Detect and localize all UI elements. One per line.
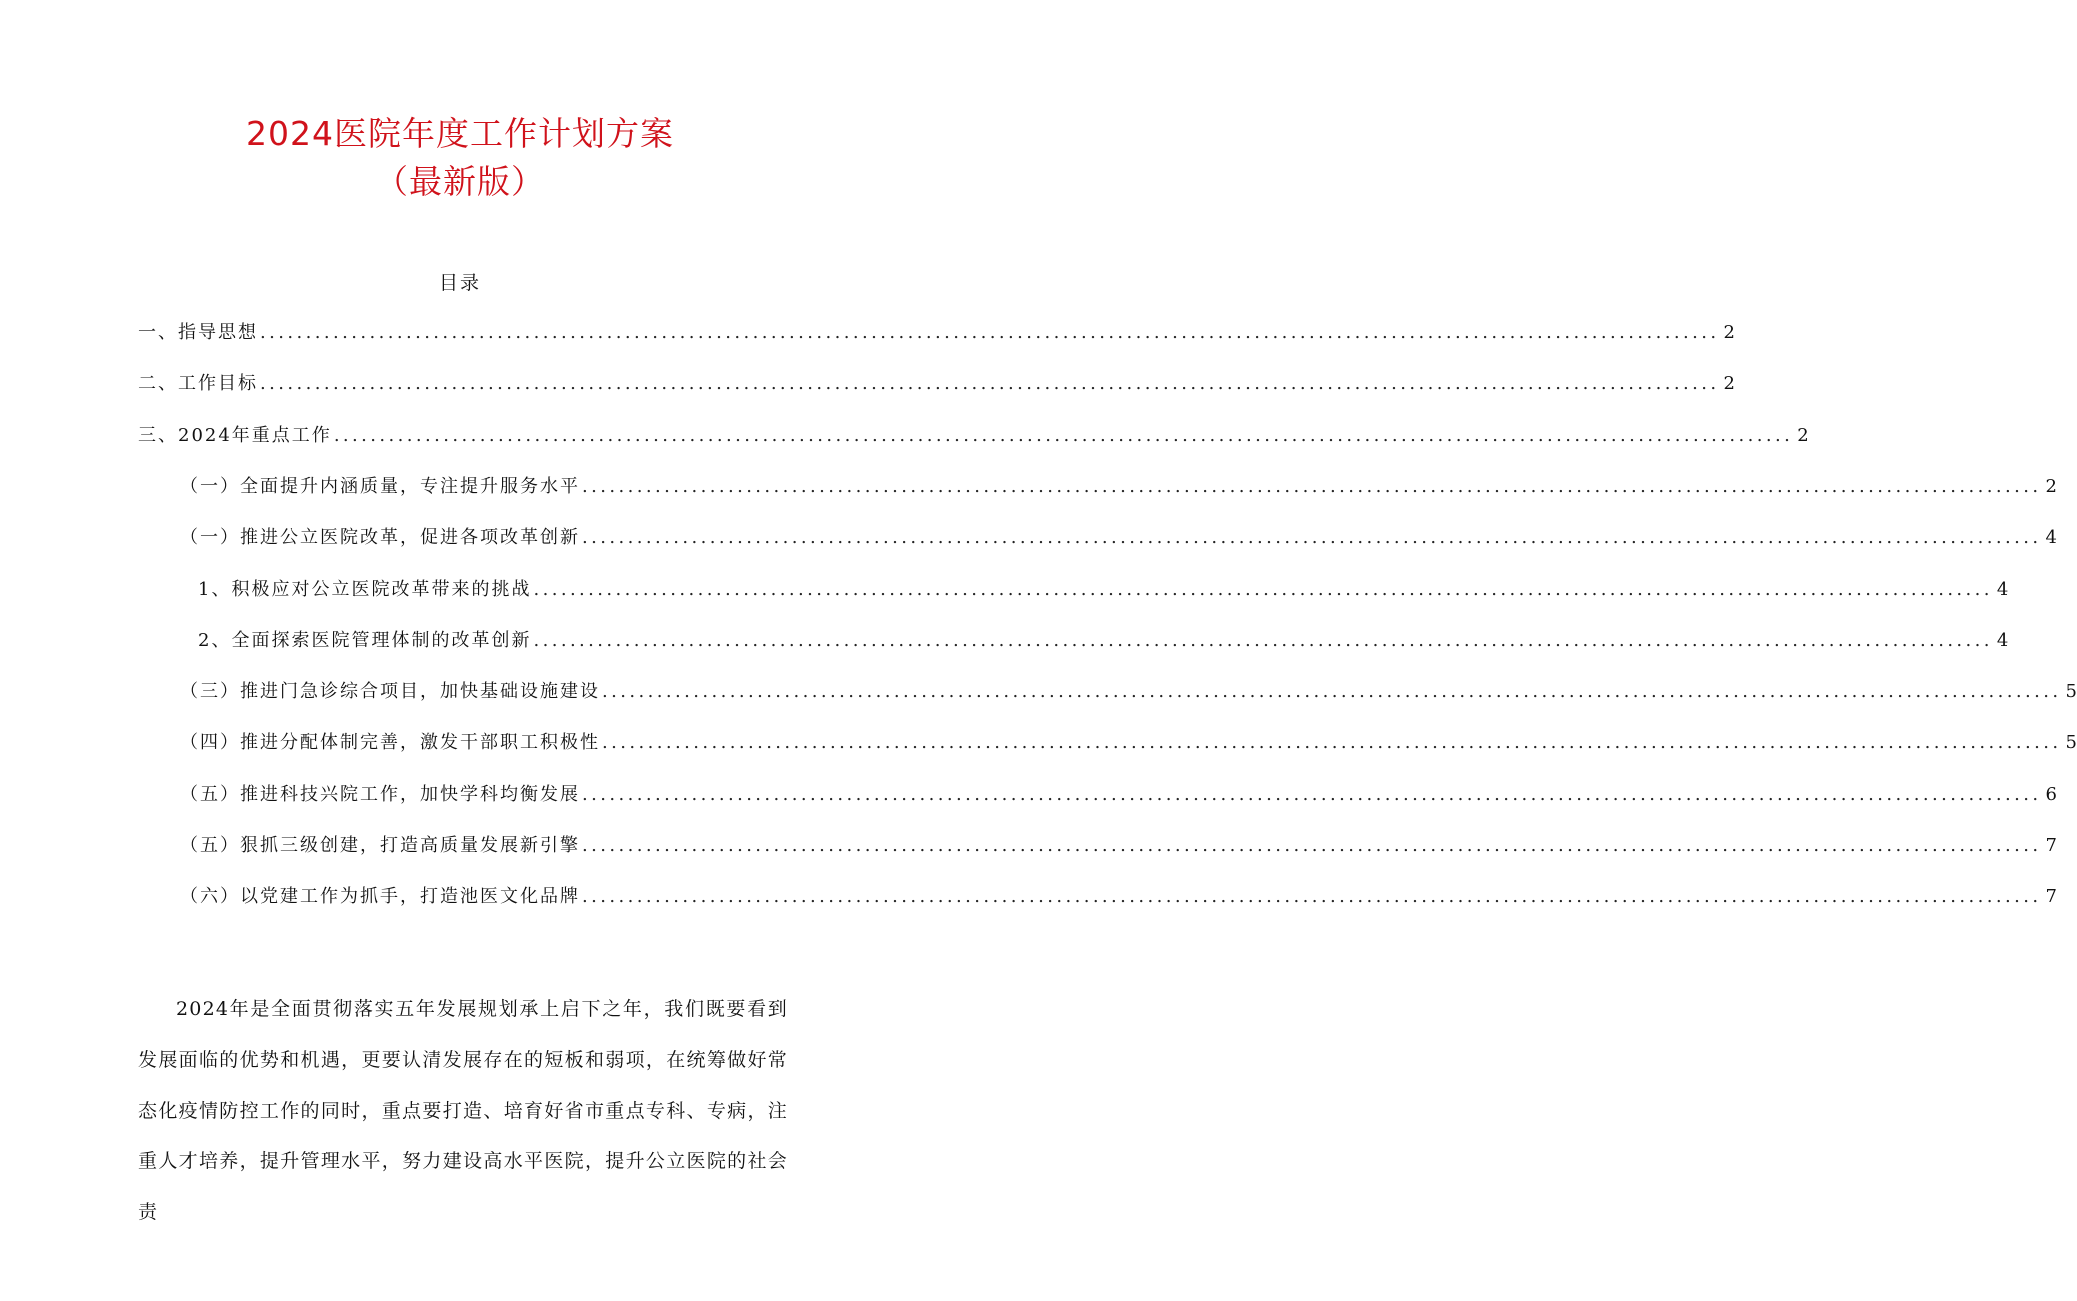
toc-page-number: 2: [1797, 424, 1809, 446]
toc-entry[interactable]: [180, 780, 2057, 810]
toc-entry[interactable]: [138, 318, 1735, 348]
toc-entry-text: 1、积极应对公立医院改革带来的挑战: [198, 578, 532, 600]
toc-entry-text: （三）推进门急诊综合项目，加快基础设施建设: [180, 681, 600, 703]
toc-entry[interactable]: [138, 369, 1735, 399]
document-title: 2024医院年度工作计划方案: [246, 114, 674, 153]
toc-heading: 目录: [438, 272, 481, 294]
toc-leader-dots: ................................................................................................................................................................: [582, 886, 2042, 908]
toc-page-number: 2: [1723, 373, 1735, 395]
body-paragraph: 2024年是全面贯彻落实五年发展规划承上启下之年，我们既要看到发展面临的优势和机遇，更要认清发展存在的短板和弱项，在统筹做好常态化疫情防控工作的同时，重点要打造、培育好省市重点专科、专病，注重人才培养，提升管理水平，努力建设高水平医院，提升公立医院的社会责: [138, 998, 788, 1224]
toc-entry-text: 三、2024年重点工作: [138, 424, 332, 446]
toc-entry-text: 2、全面探索医院管理体制的改革创新: [198, 629, 532, 651]
toc-entry[interactable]: [180, 472, 2057, 502]
toc-leader-dots: ................................................................................................................................................................: [582, 527, 2042, 549]
toc-entry-text: （六）以党建工作为抓手，打造池医文化品牌: [180, 886, 580, 908]
toc-entry[interactable]: [180, 882, 2057, 912]
toc-entry[interactable]: [138, 421, 1809, 451]
toc-leader-dots: ................................................................................................................................................................: [533, 629, 1993, 651]
toc-entry-text: （五）推进科技兴院工作，加快学科均衡发展: [180, 783, 580, 805]
toc-entry-text: 一、指导思想: [138, 322, 258, 343]
toc-leader-dots: ................................................................................................................................................................: [260, 373, 1720, 395]
toc-page-number: 7: [2045, 886, 2057, 908]
toc-page-number: 4: [1996, 629, 2009, 651]
toc-page-number: 2: [2045, 475, 2057, 497]
toc-leader-dots: ................................................................................................................................................................: [260, 322, 1720, 343]
toc-page-number: 5: [2065, 732, 2077, 754]
toc-leader-dots: ................................................................................................................................................................: [582, 783, 2042, 805]
toc-page-number: 4: [2045, 527, 2057, 549]
toc-page-number: 2: [1723, 322, 1735, 343]
toc-entry[interactable]: [198, 575, 2009, 605]
document-subtitle: （最新版）: [375, 162, 545, 201]
toc-entry[interactable]: [180, 677, 2077, 707]
toc-page-number: 5: [2065, 681, 2077, 703]
toc-entry-text: （五）狠抓三级创建，打造高质量发展新引擎: [180, 835, 580, 856]
toc-leader-dots: ................................................................................................................................................................: [533, 578, 1993, 600]
toc-entry[interactable]: [180, 831, 2057, 861]
toc-leader-dots: ................................................................................................................................................................: [582, 475, 2042, 497]
toc-entry-text: （四）推进分配体制完善，激发干部职工积极性: [180, 732, 600, 754]
toc-page-number: 6: [2045, 783, 2057, 805]
toc-leader-dots: ................................................................................................................................................................: [582, 835, 2042, 856]
toc-entry[interactable]: [180, 523, 2057, 553]
toc-leader-dots: ................................................................................................................................................................: [602, 732, 2062, 754]
toc-leader-dots: ................................................................................................................................................................: [333, 424, 1794, 446]
toc-page-number: 7: [2045, 835, 2057, 856]
toc-entry-text: 二、工作目标: [138, 373, 258, 395]
toc-entry-text: （一）全面提升内涵质量，专注提升服务水平: [180, 475, 580, 497]
toc-entry[interactable]: [198, 626, 2009, 656]
toc-page-number: 4: [1996, 578, 2009, 600]
toc-entry[interactable]: [180, 728, 2077, 758]
toc-entry-text: （一）推进公立医院改革，促进各项改革创新: [180, 527, 580, 549]
toc-leader-dots: ................................................................................................................................................................: [602, 681, 2062, 703]
